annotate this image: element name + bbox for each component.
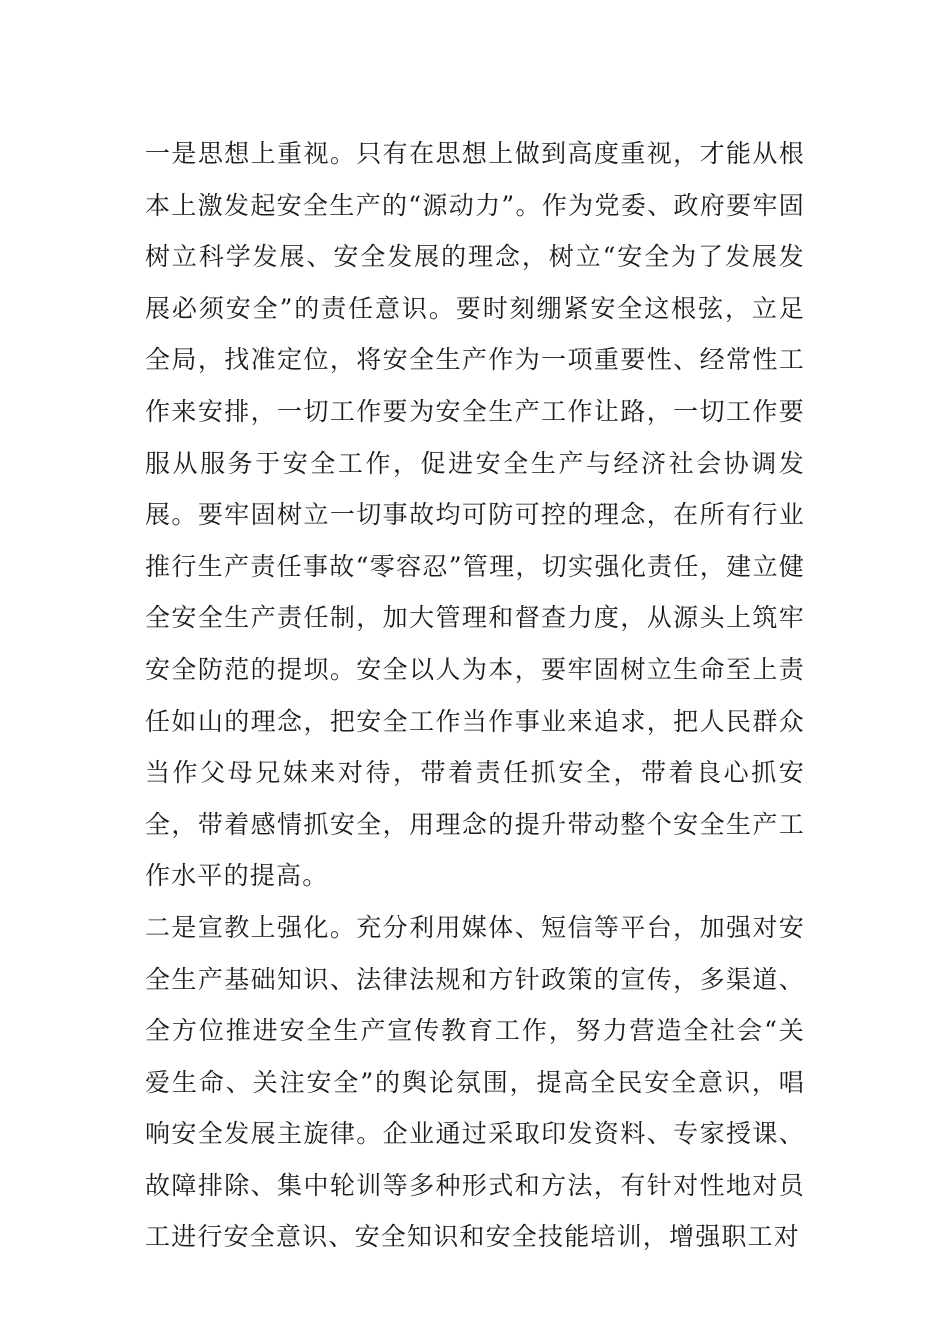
paragraph-education-strengthening: 二是宣教上强化。充分利用媒体、短信等平台，加强对安全生产基础知识、法律法规和方针政策的宣传，多渠道、全方位推进安全生产宣传教育工作，努力营造全社会“关爱生命、关注安全”的舆论氛围，提高全民安全意识，唱响安全发展主旋律。企业通过采取印发资料、专家授课、故障排除、集中轮训等多种形式和方法，有针对性地对员工进行安全意识、安全知识和安全技能培训，增强职工对 [145,912,805,1252]
document-body [145,128,805,1263]
paragraph-thought-emphasis: 一是思想上重视。只有在思想上做到高度重视，才能从根本上激发起安全生产的“源动力”。作为党委、政府要牢固树立科学发展、安全发展的理念，树立“安全为了发展发展必须安全”的责任意识。要时刻绷紧安全这根弦，立足全局，找准定位，将安全生产作为一项重要性、经常性工作来安排，一切工作要为安全生产工作让路，一切工作要服从服务于安全工作，促进安全生产与经济社会协调发展。要牢固树立一切事故均可防可控的理念，在所有行业推行生产责任事故“零容忍”管理，切实强化责任，建立健全安全生产责任制，加大管理和督查力度，从源头上筑牢安全防范的提坝。安全以人为本，要牢固树立生命至上责任如山的理念，把安全工作当作事业来追求，把人民群众当作父母兄妹来对待，带着责任抓安全，带着良心抓安全，带着感情抓安全，用理念的提升带动整个安全生产工作水平的提高。 [145,139,805,891]
